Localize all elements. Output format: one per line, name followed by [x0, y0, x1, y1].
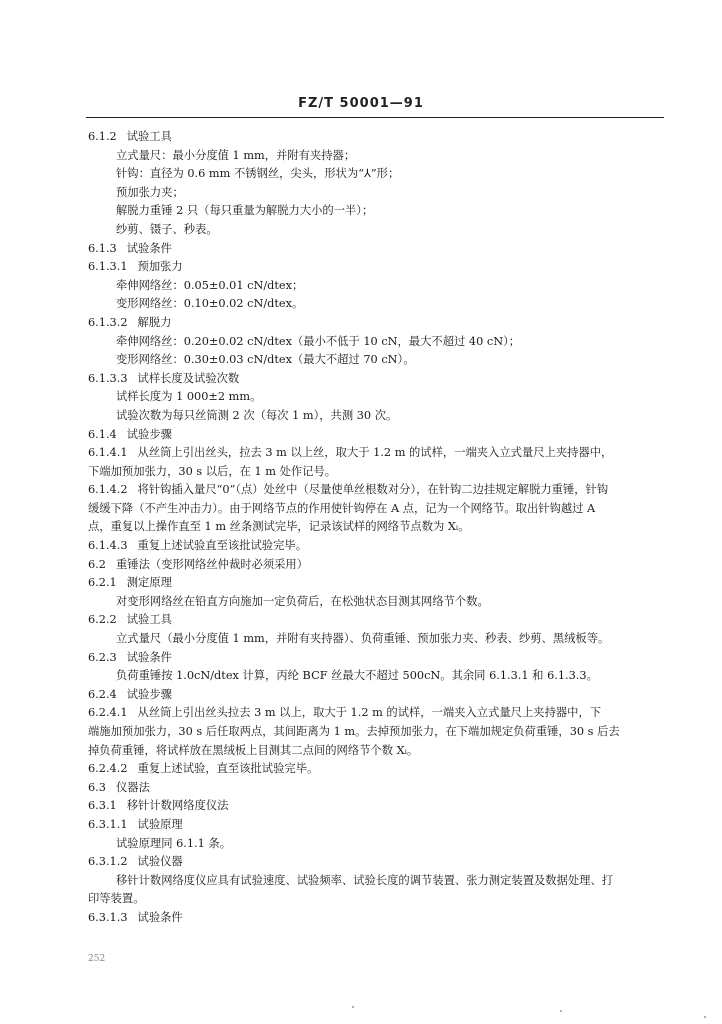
indented-text-line: 试样长度为 1 000±2 mm。 [116, 390, 262, 404]
continuation-text-line: 点，重复以上操作直至 1 m 丝条测试完毕，记录该试样的网络节点数为 Xᵢ。 [88, 520, 470, 534]
section-number: 6.2.3 [88, 650, 117, 664]
document-body [88, 128, 666, 928]
continuation-text-line: 印等装置。 [88, 892, 145, 906]
continuation-text-line: 缓缓下降（不产生冲击力）。由于网络节点的作用使针钩停在 A 点，记为一个网络节。取出针钩越过 A [88, 501, 596, 515]
section-number: 6.1.2 [88, 130, 117, 143]
section-text: 试验步骤 [126, 427, 172, 441]
section-text: 从丝筒上引出丝头，拉去 3 m 以上丝，取大于 1.2 m 的试样，一端夹入立式量尺上夹持器中， [137, 446, 613, 460]
indented-text-line: 针钩：直径为 0.6 mm 不锈钢丝，尖头，形状为“⅄”形； [116, 167, 400, 181]
section-number: 6.3.1.1 [88, 817, 128, 831]
section-heading-line [88, 370, 666, 389]
section-number: 6.1.3.2 [88, 315, 128, 329]
section-text: 预加张力 [137, 260, 183, 274]
section-number: 6.1.3.1 [88, 260, 128, 274]
section-heading-line [88, 760, 666, 779]
indented-text-line: 立式量尺：最小分度值 1 mm，并附有夹持器； [116, 148, 356, 162]
page-number: 252 [88, 954, 106, 964]
section-number: 6.3.1.3 [88, 910, 128, 924]
section-heading-line [88, 314, 666, 333]
section-number: 6.1.4.2 [88, 483, 128, 497]
section-heading-line [88, 704, 666, 723]
indented-text-line: 牵伸网络丝：0.05±0.01 cN/dtex； [116, 278, 304, 292]
section-heading-line [88, 611, 666, 630]
section-heading-line [88, 779, 666, 798]
section-number: 6.2.4.1 [88, 706, 128, 720]
indented-text-line: 预加张力夹； [116, 185, 184, 199]
section-heading-line [88, 574, 666, 593]
indented-text-line: 负荷重锤按 1.0cN/dtex 计算，丙纶 BCF 丝最大不超过 500cN。其余同 6.1.3.1 和 6.1.3.3。 [116, 669, 598, 683]
section-number: 6.2.4 [88, 687, 117, 701]
section-heading-line [88, 816, 666, 835]
scan-speck [352, 1006, 354, 1008]
section-heading-line [88, 853, 666, 872]
section-text: 移针计数网络度仪法 [126, 799, 229, 813]
indented-text-line: 变形网络丝：0.30±0.03 cN/dtex（最大不超过 70 cN）。 [116, 353, 415, 367]
section-text: 测定原理 [126, 576, 172, 590]
section-heading-line [88, 258, 666, 277]
indented-text-line: 移针计数网络度仪应具有试验速度、试验频率、试验长度的调节装置、张力测定装置及数据处理、打 [116, 873, 614, 887]
section-heading-line [88, 537, 666, 556]
indented-text-line: 试验原理同 6.1.1 条。 [116, 836, 232, 850]
section-number: 6.3.1 [88, 799, 117, 813]
indented-text-line: 解脱力重锤 2 只（每只重量为解脱力大小的一半）； [116, 204, 374, 218]
section-text: 试验步骤 [126, 687, 172, 701]
section-text: 从丝筒上引出丝头拉去 3 m 以上，取大于 1.2 m 的试样，一端夹入立式量尺上夹持器中，下 [137, 706, 602, 720]
section-text: 重锤法（变形网络丝仲裁时必须采用） [115, 557, 309, 571]
section-heading-line [88, 909, 666, 928]
section-text: 仪器法 [115, 780, 150, 794]
section-heading-line [88, 556, 666, 575]
section-text: 解脱力 [137, 315, 172, 329]
section-number: 6.3.1.2 [88, 855, 128, 869]
section-heading-line [88, 426, 666, 445]
indented-text-line: 试验次数为每只丝筒测 2 次（每次 1 m），共测 30 次。 [116, 408, 398, 422]
section-text: 试样长度及试验次数 [137, 371, 240, 385]
section-number: 6.2.1 [88, 576, 117, 590]
section-number: 6.2 [88, 557, 106, 571]
section-text: 试验仪器 [137, 855, 183, 869]
section-text: 试验工具 [126, 613, 172, 627]
section-text: 试验条件 [126, 650, 172, 664]
standard-number-header: FZ/T 50001—91 [298, 96, 424, 111]
section-heading-line [88, 797, 666, 816]
section-heading-line [88, 128, 666, 147]
section-heading-line [88, 481, 666, 500]
scan-speck [560, 1010, 562, 1012]
section-number: 6.1.3 [88, 241, 117, 255]
header-rule [86, 117, 664, 118]
section-number: 6.3 [88, 780, 106, 794]
section-number: 6.2.2 [88, 613, 117, 627]
continuation-text-line: 端施加预加张力，30 s 后任取两点，其间距离为 1 m。去掉预加张力，在下端加规定负荷重锤，30 s 后去 [88, 725, 620, 738]
section-text: 重复上述试验，直至该批试验完毕。 [137, 762, 319, 776]
indented-text-line: 变形网络丝：0.10±0.02 cN/dtex。 [116, 297, 304, 311]
section-heading-line [88, 444, 666, 463]
section-text: 将针钩插入量尺“0”（点）处丝中（尽量使单丝根数对分），在针钩二边挂规定解脱力重锤，针钩 [137, 483, 609, 497]
indented-text-line: 立式量尺（最小分度值 1 mm，并附有夹持器）、负荷重锤、预加张力夹、秒表、纱剪、黑绒板等。 [116, 632, 610, 646]
section-heading-line [88, 686, 666, 705]
indented-text-line: 牵伸网络丝：0.20±0.02 cN/dtex（最小不低于 10 cN，最大不超过 40 cN）； [116, 334, 521, 348]
section-heading-line [88, 240, 666, 259]
indented-text-line: 纱剪、镊子、秒表。 [116, 222, 218, 236]
continuation-text-line: 掉负荷重锤，将试样放在黑绒板上目测其二点间的网络节个数 Xᵢ。 [88, 743, 419, 757]
continuation-text-line: 下端加预加张力，30 s 以后，在 1 m 处作记号。 [88, 464, 337, 478]
section-text: 试验原理 [137, 817, 183, 831]
section-text: 试验条件 [126, 241, 172, 255]
section-text: 试验条件 [137, 910, 183, 924]
section-text: 重复上述试验直至该批试验完毕。 [137, 539, 307, 553]
section-number: 6.1.4.1 [88, 446, 128, 460]
section-number: 6.1.3.3 [88, 371, 128, 385]
scan-speck [704, 1016, 706, 1018]
section-number: 6.1.4 [88, 427, 117, 441]
section-number: 6.2.4.2 [88, 762, 128, 776]
indented-text-line: 对变形网络丝在铅直方向施加一定负荷后，在松弛状态目测其网络节个数。 [116, 594, 489, 608]
section-text: 试验工具 [126, 130, 172, 143]
section-number: 6.1.4.3 [88, 539, 128, 553]
section-heading-line [88, 649, 666, 668]
